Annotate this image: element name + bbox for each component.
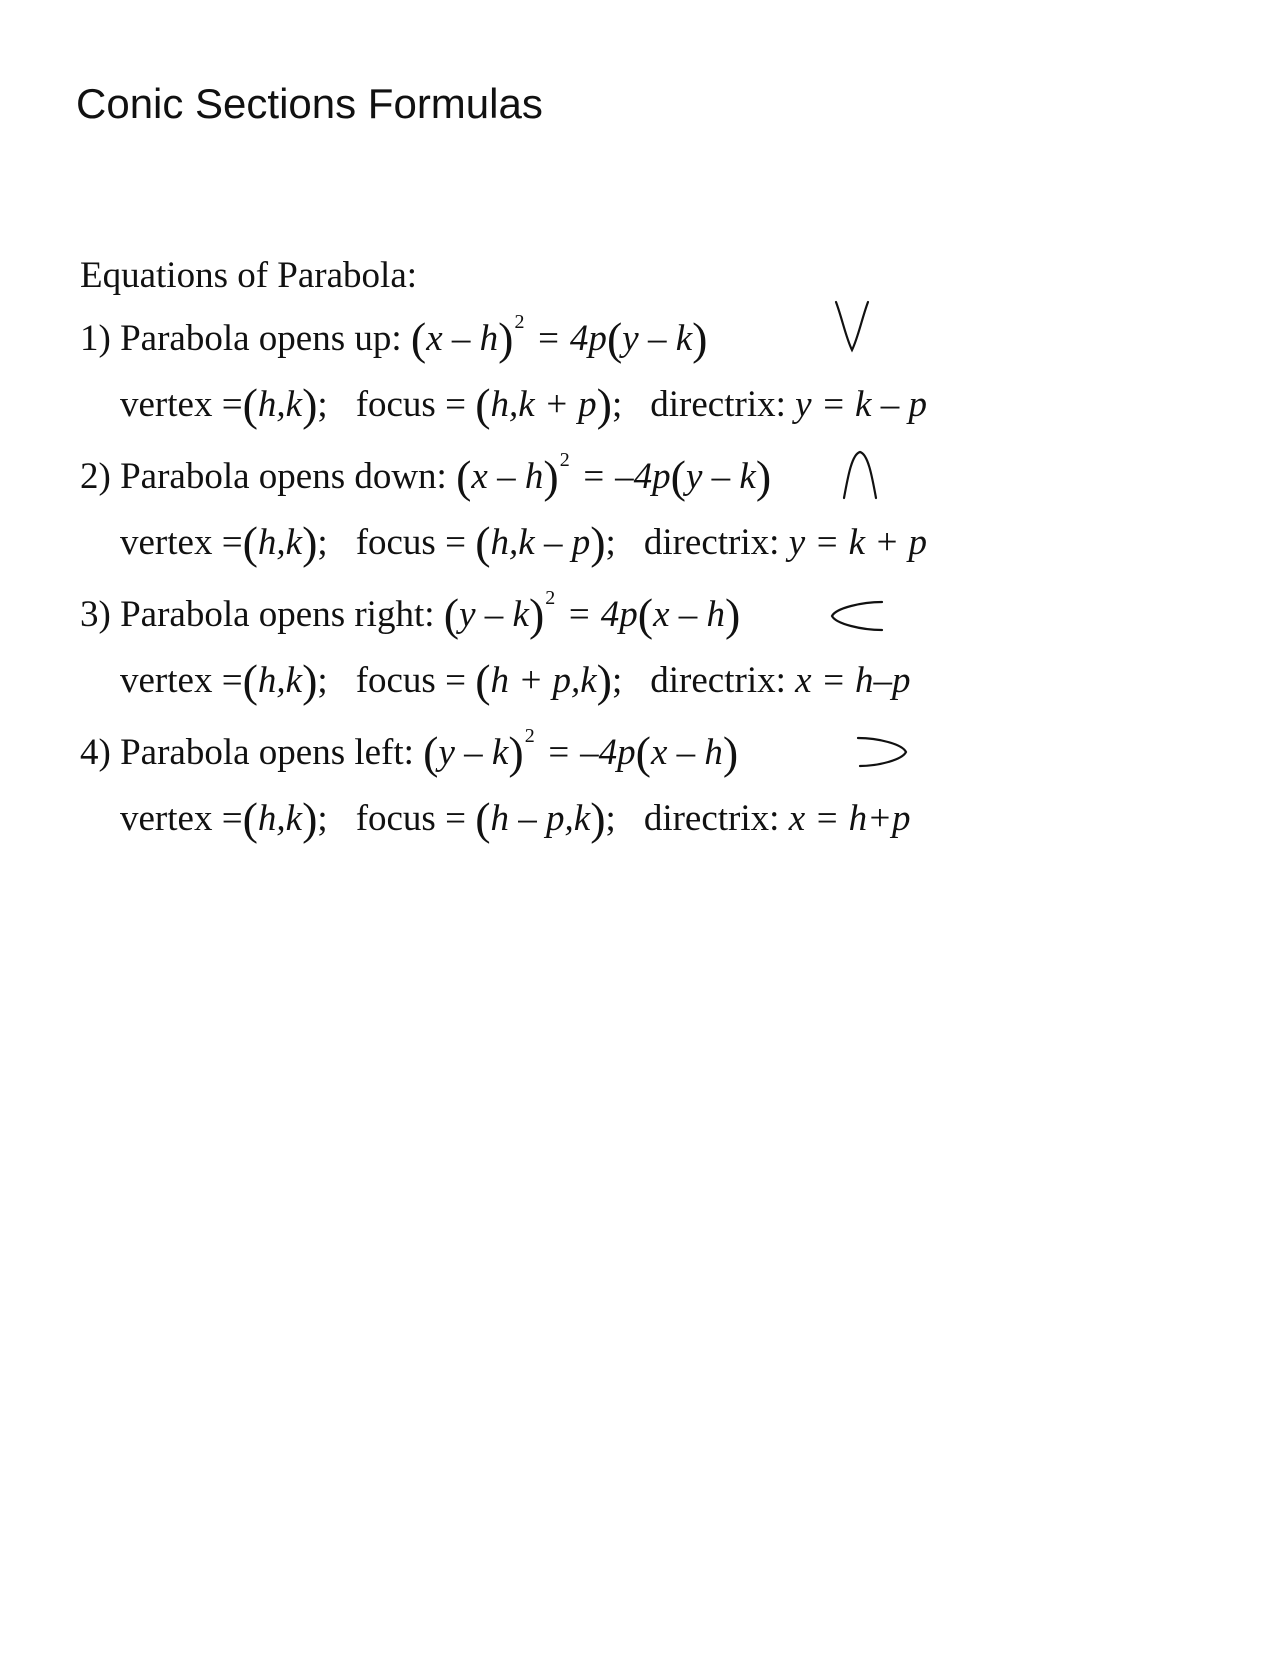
case-label: 3) Parabola opens right:	[80, 594, 435, 635]
opens-left-sketch-icon	[852, 732, 912, 772]
equation-line-opens-right	[80, 588, 740, 638]
case-label: 2) Parabola opens down:	[80, 456, 447, 497]
case-label: 1) Parabola opens up:	[80, 318, 402, 359]
details-line-opens-up: vertex =(h,k); focus = (h,k + p); directrix: y = k – p	[120, 379, 927, 430]
equation-line-opens-left	[80, 726, 738, 776]
section-heading: Equations of Parabola:	[80, 255, 418, 296]
details-line-opens-left: vertex =(h,k); focus = (h – p,k); directrix: x = h+p	[120, 793, 911, 844]
equation-line-opens-down	[80, 450, 771, 500]
page-title: Conic Sections Formulas	[76, 80, 543, 127]
equation: (y – k)$^2$ = –4p(x – h)	[423, 725, 739, 778]
equation: (x – h)$^2$ = 4p(y – k)	[410, 311, 708, 364]
details-line-opens-right: vertex =(h,k); focus = (h + p,k); directrix: x = h–p	[120, 655, 911, 706]
equation-line-opens-up	[80, 312, 707, 362]
equation: (x – h)$^2$ = –4p(y – k)	[456, 449, 772, 502]
details-line-opens-down: vertex =(h,k); focus = (h,k – p); directrix: y = k + p	[120, 517, 927, 568]
equation: (y – k)$^2$ = 4p(x – h)	[443, 587, 741, 640]
opens-right-sketch-icon	[826, 596, 886, 636]
opens-down-sketch-icon	[840, 446, 880, 502]
case-label: 4) Parabola opens left:	[80, 732, 414, 773]
opens-up-sketch-icon	[832, 298, 872, 354]
